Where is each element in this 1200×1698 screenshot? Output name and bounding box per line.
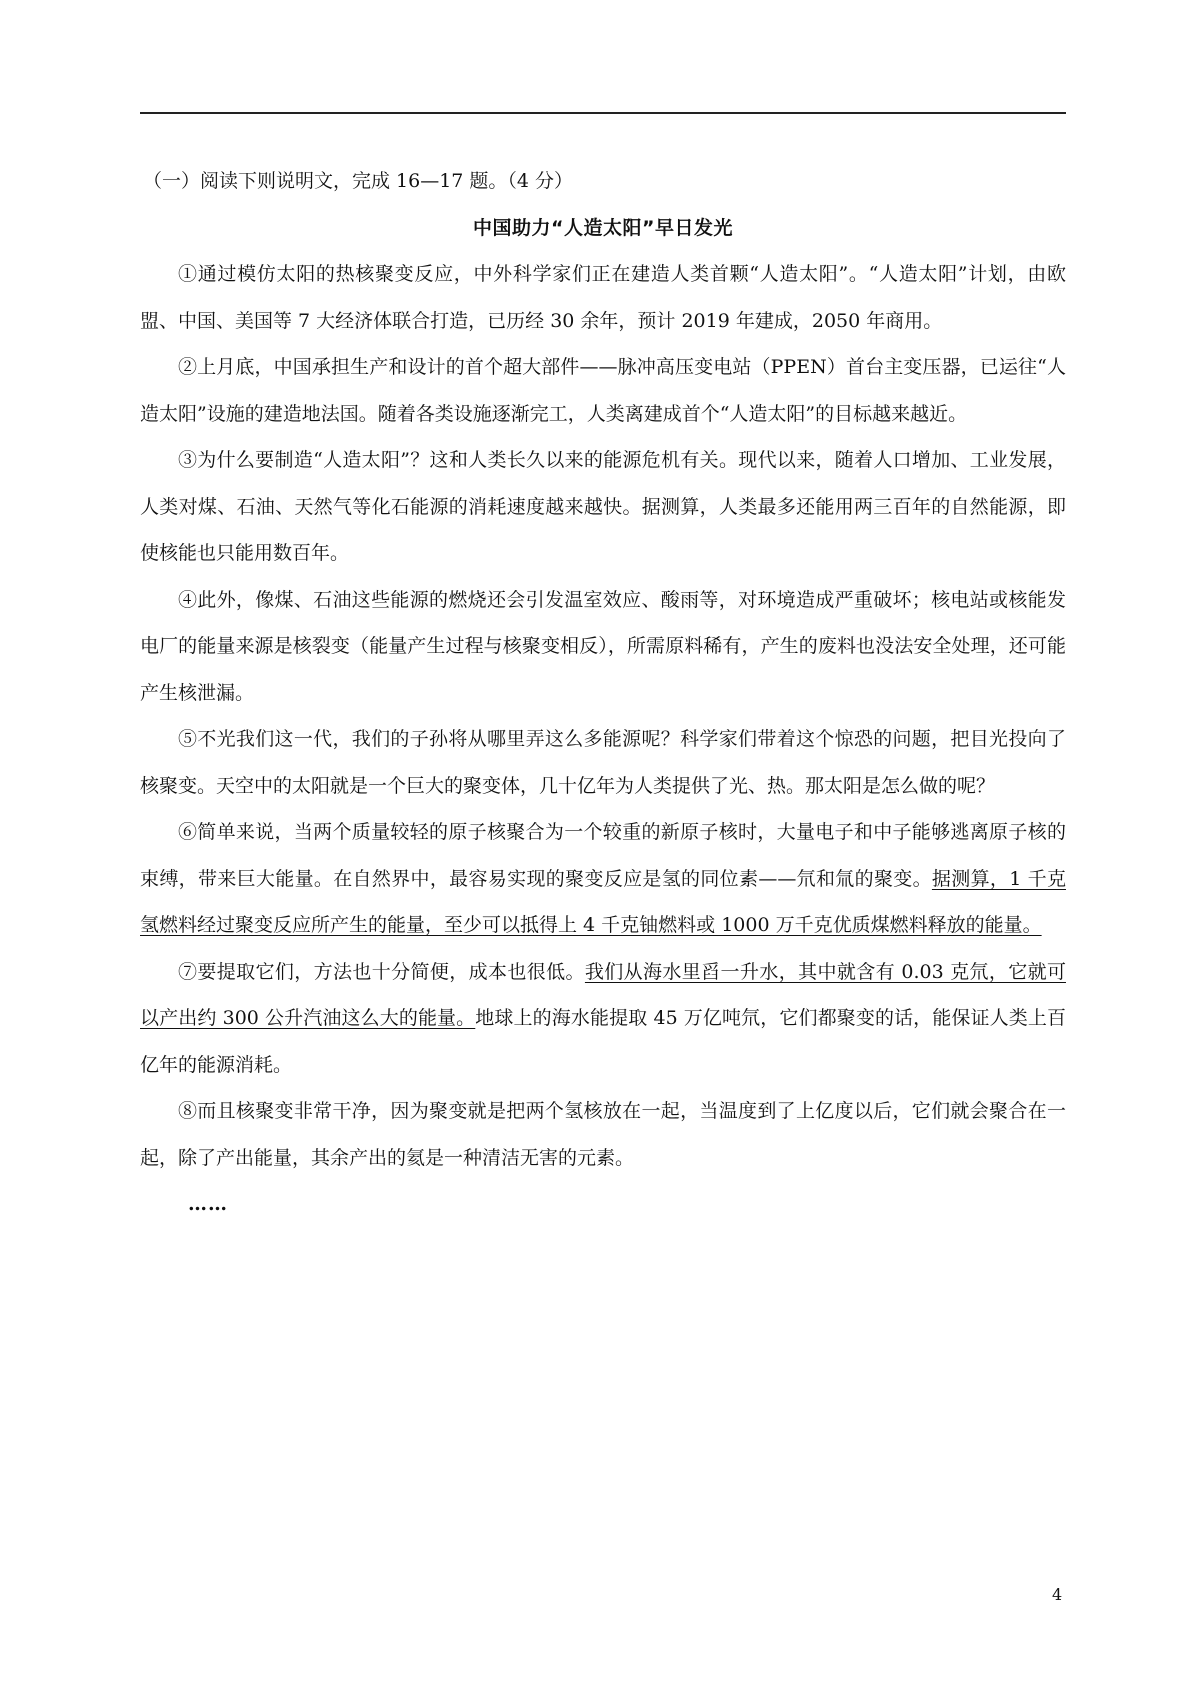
paragraph-3: ③为什么要制造“人造太阳”？这和人类长久以来的能源危机有关。现代以来，随着人口增加、工业发展，人类对煤、石油、天然气等化石能源的消耗速度越来越快。据测算，人类最多还能用两三百年的自然能源，即使核能也只能用数百年。 [140, 449, 1066, 564]
paragraph-4: ④此外，像煤、石油这些能源的燃烧还会引发温室效应、酸雨等，对环境造成严重破坏；核电站或核能发电厂的能量来源是核裂变（能量产生过程与核聚变相反），所需原料稀有，产生的废料也没法安全处理，还可能产生核泄漏。 [140, 588, 1066, 704]
paragraph-6 [140, 809, 1066, 949]
paragraph-2: ②上月底，中国承担生产和设计的首个超大部件——脉冲高压变电站（PPEN）首台主变压器，已运往“人造太阳”设施的建造地法国。随着各类设施逐渐完工，人类离建成首个“人造太阳”的目标越来越近。 [140, 356, 1066, 425]
paragraph-7-text-start: ⑦要提取它们，方法也十分简便，成本也很低。 [178, 960, 585, 983]
paragraph-7-underlined-sentence: 我们从海水里舀一升水，其中就含有 0.03 克氘，它就可以产出约 300 公升汽油这么大的能量。 [140, 960, 1066, 1029]
paragraph-7-text-end: 地球上的海水能提取 45 万亿吨氘，它们都聚变的话，能保证人类上百亿年的能源消耗。 [140, 1007, 1066, 1076]
header-rule [140, 112, 1066, 114]
document-body [140, 158, 1066, 1228]
section-heading: （一）阅读下则说明文，完成 16—17 题。（4 分） [143, 170, 574, 192]
paragraph-1: ①通过模仿太阳的热核聚变反应，中外科学家们正在建造人类首颗“人造太阳”。“人造太阳”计划，由欧盟、中国、美国等 7 大经济体联合打造，已历经 30 余年，预计 2019 年建成，2050 年商用。 [140, 263, 1066, 332]
article-title: 中国助力“人造太阳”早日发光 [473, 216, 733, 239]
paragraph-8: ⑧而且核聚变非常干净，因为聚变就是把两个氢核放在一起，当温度到了上亿度以后，它们就会聚合在一起，除了产出能量，其余产出的氦是一种清洁无害的元素。 [140, 1100, 1066, 1169]
ellipsis: …… [188, 1193, 228, 1215]
paragraph-5: ⑤不光我们这一代，我们的子孙将从哪里弄这么多能源呢？科学家们带着这个惊恐的问题，把目光投向了核聚变。天空中的太阳就是一个巨大的聚变体，几十亿年为人类提供了光、热。那太阳是怎么做的呢？ [140, 728, 1066, 797]
paragraph-7 [140, 949, 1066, 1089]
paragraph-6-text: ⑥简单来说，当两个质量较轻的原子核聚合为一个较重的新原子核时，大量电子和中子能够逃离原子核的束缚，带来巨大能量。在自然界中，最容易实现的聚变反应是氢的同位素——氘和氚的聚变。 [140, 821, 1066, 890]
paragraph-6-underlined-sentence: 据测算，1 千克氢燃料经过聚变反应所产生的能量，至少可以抵得上 4 千克铀燃料或 1000 万千克优质煤燃料释放的能量。 [140, 867, 1066, 936]
page-number: 4 [1052, 1585, 1063, 1604]
